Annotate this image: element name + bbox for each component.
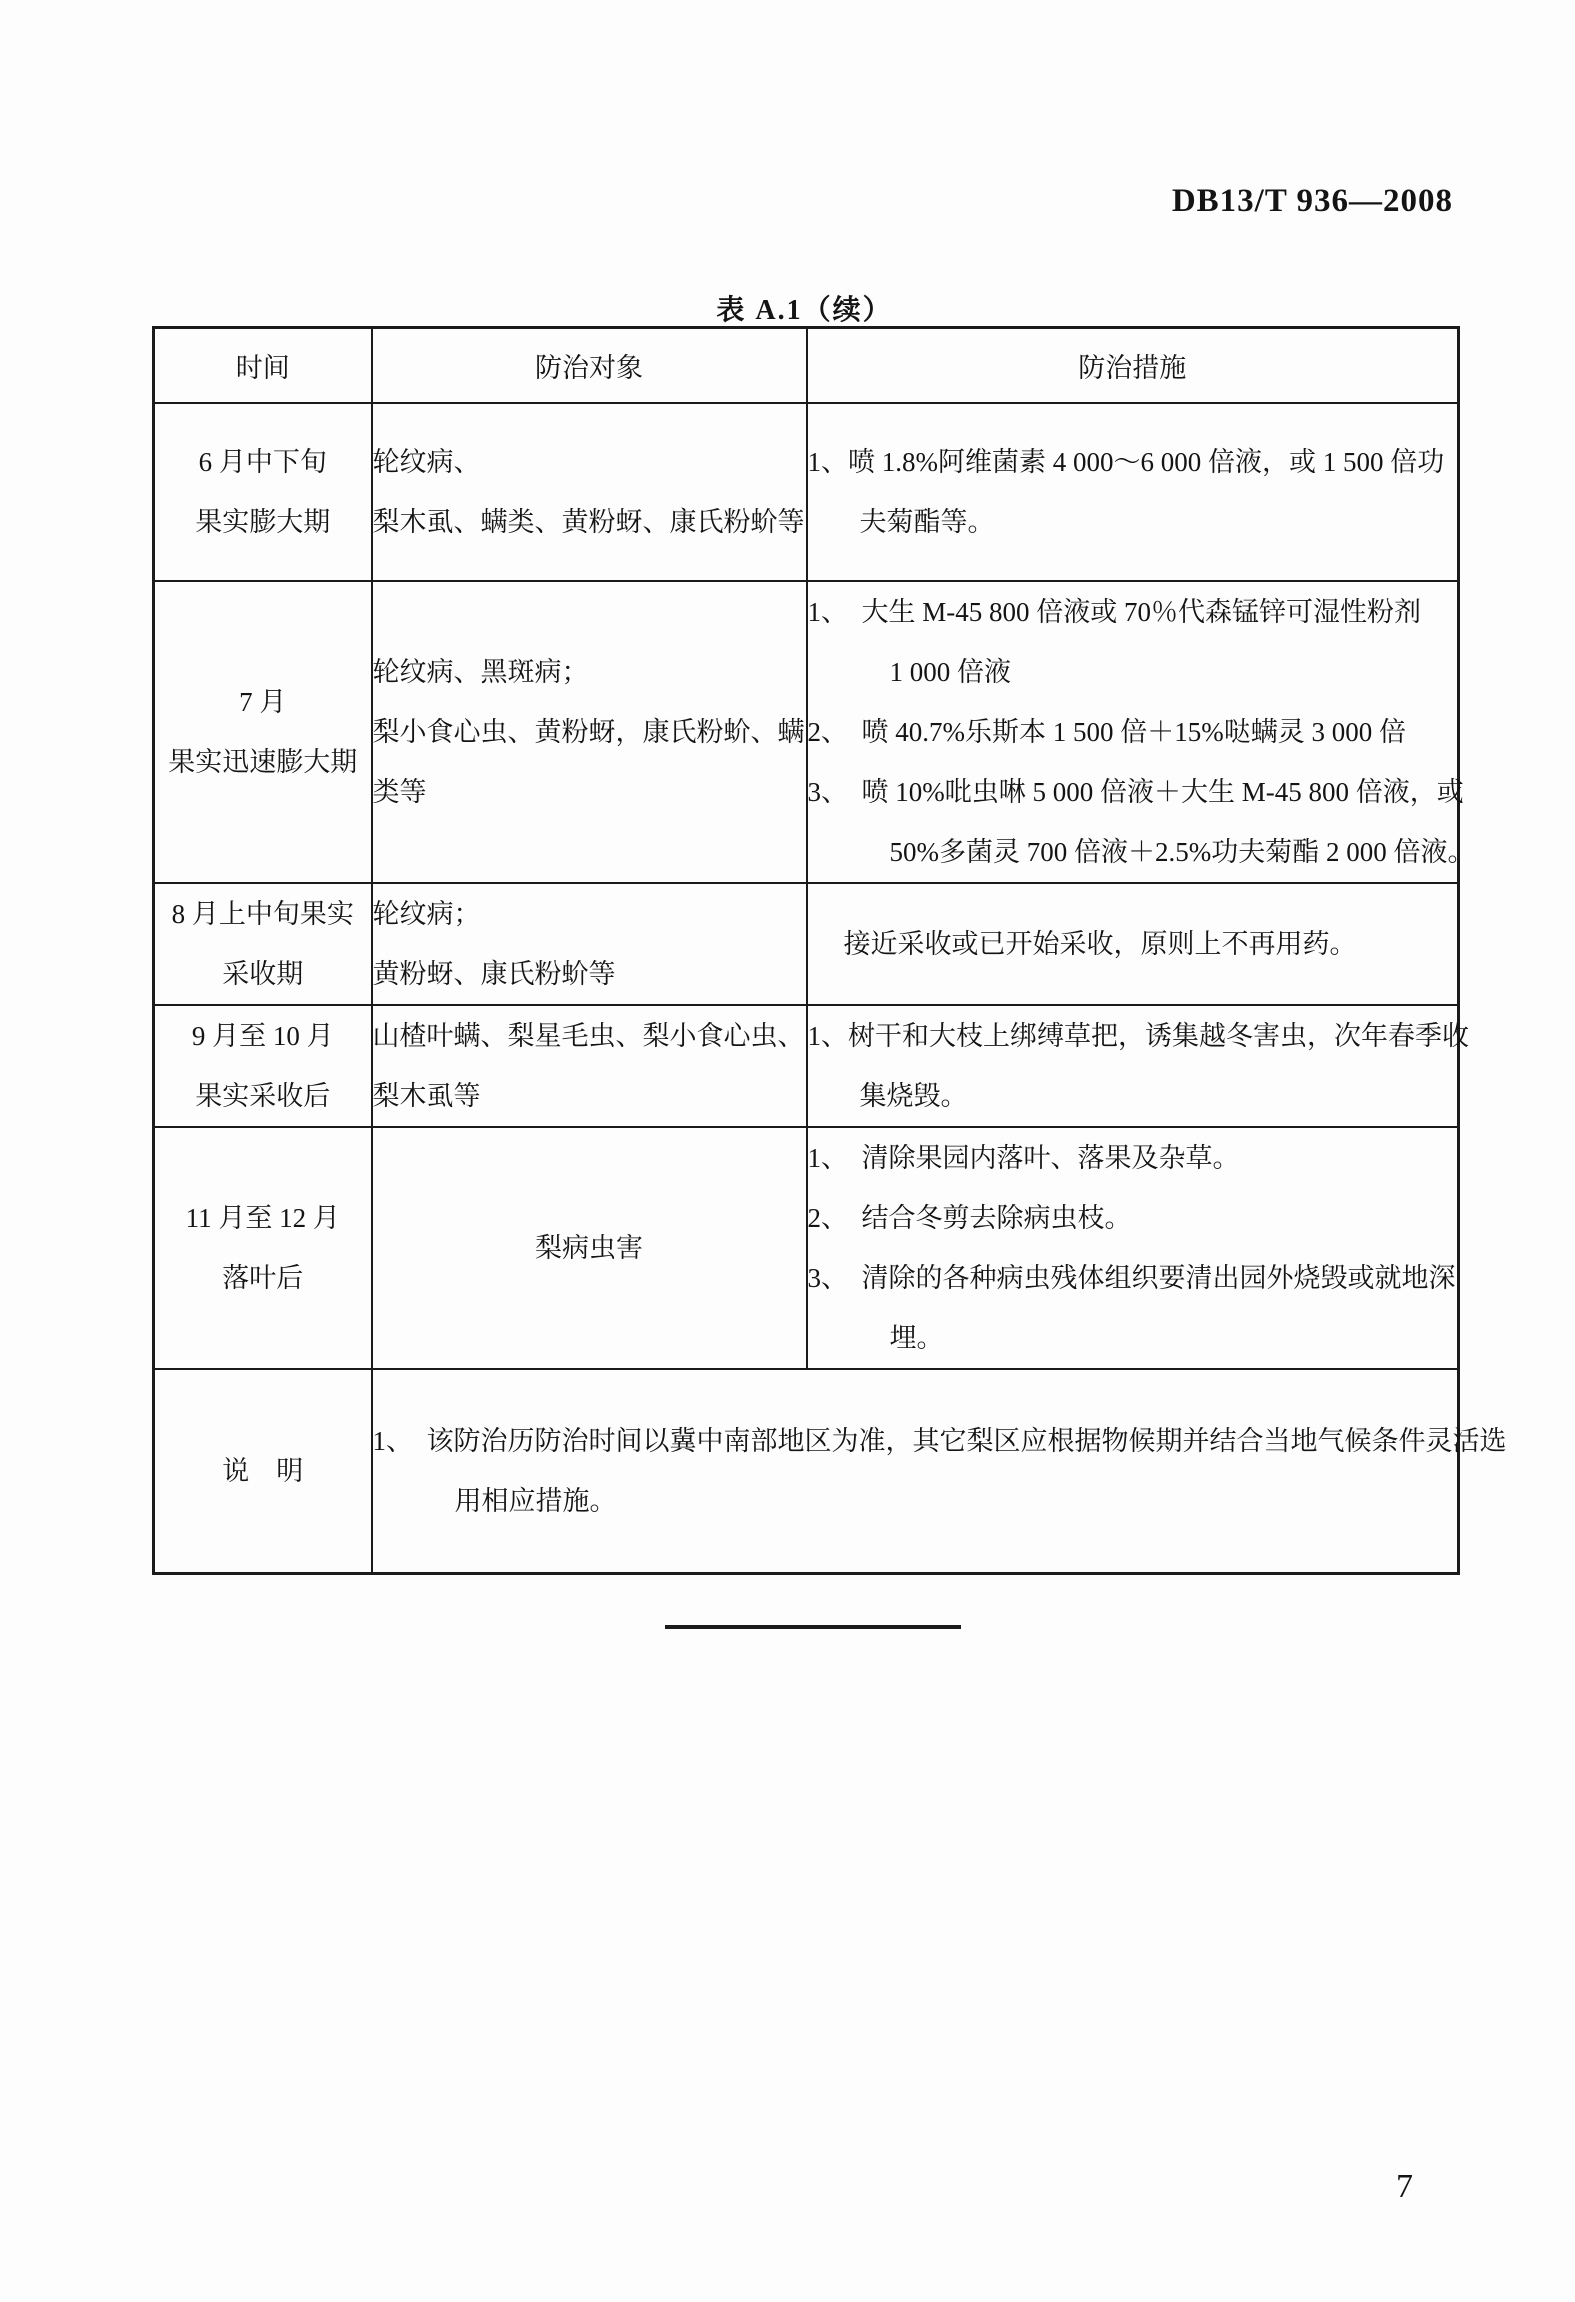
col-header-measures: 防治措施 xyxy=(807,328,1459,403)
cell-line: 梨木虱等 xyxy=(372,1080,481,1111)
cell-line: 果实迅速膨大期 xyxy=(168,746,358,777)
cell-line: 1、树干和大枝上绑缚草把，诱集越冬害虫，次年春季收 xyxy=(807,1020,1469,1051)
cell-line: 1 000 倍液 xyxy=(889,656,1011,687)
cell-line: 果实膨大期 xyxy=(195,506,331,537)
cell-line: 梨小食心虫、黄粉蚜，康氏粉蚧、螨 xyxy=(372,716,805,747)
cell-line: 2、 结合冬剪去除病虫枝。 xyxy=(807,1202,1132,1233)
section-end-rule xyxy=(665,1625,961,1629)
col-header-targets: 防治对象 xyxy=(372,328,807,403)
table-header-row xyxy=(154,328,1459,403)
time-cell xyxy=(154,883,372,1005)
measures-cell xyxy=(807,883,1459,1005)
cell-line: 轮纹病； xyxy=(372,898,481,929)
pest-control-schedule-table xyxy=(152,326,1507,1575)
measures-cell xyxy=(807,403,1459,581)
cell-line: 黄粉蚜、康氏粉蚧等 xyxy=(372,958,616,989)
cell-line: 梨木虱、螨类、黄粉蚜、康氏粉蚧等 xyxy=(372,506,805,537)
cell-line: 埋。 xyxy=(889,1322,944,1353)
standard-code: DB13/T 936—2008 xyxy=(1171,183,1453,219)
table-row-august xyxy=(154,883,1459,1005)
cell-line: 8 月上中旬果实 xyxy=(171,898,354,929)
table-row-nov-dec xyxy=(154,1127,1459,1369)
table-row-july xyxy=(154,581,1459,883)
cell-line: 夫菊酯等。 xyxy=(859,506,995,537)
cell-line: 11 月至 12 月 xyxy=(185,1202,340,1233)
cell-line: 1、 该防治历防治时间以冀中南部地区为准，其它梨区应根据物候期并结合当地气候条件灵活选 xyxy=(372,1425,1507,1456)
targets-cell xyxy=(372,883,807,1005)
cell-line: 2、 喷 40.7%乐斯本 1 500 倍＋15%哒螨灵 3 000 倍 xyxy=(807,716,1406,747)
cell-line: 9 月至 10 月 xyxy=(191,1020,334,1051)
cell-line: 类等 xyxy=(372,776,427,807)
cell-line: 3、 喷 10%吡虫啉 5 000 倍液＋大生 M-45 800 倍液，或 xyxy=(807,776,1464,807)
col-header-time: 时间 xyxy=(154,328,372,403)
cell-line: 梨病虫害 xyxy=(535,1232,643,1263)
time-cell xyxy=(154,581,372,883)
cell-line: 50%多菌灵 700 倍液＋2.5%功夫菊酯 2 000 倍液。 xyxy=(889,836,1475,867)
cell-line: 集烧毁。 xyxy=(859,1080,968,1111)
note-content-cell xyxy=(372,1369,1507,1574)
page-number: 7 xyxy=(1396,2168,1413,2205)
table-row-note xyxy=(154,1369,1459,1574)
targets-cell xyxy=(372,403,807,581)
measures-cell xyxy=(807,581,1475,883)
cell-line: 采收期 xyxy=(222,958,304,989)
cell-line: 落叶后 xyxy=(222,1262,304,1293)
measures-cell xyxy=(807,1127,1459,1369)
cell-line: 3、 清除的各种病虫残体组织要清出园外烧毁或就地深 xyxy=(807,1262,1456,1293)
note-label-cell xyxy=(154,1369,372,1574)
table-row-sept-oct xyxy=(154,1005,1459,1127)
cell-line: 用相应措施。 xyxy=(454,1485,617,1516)
cell-line: 1、喷 1.8%阿维菌素 4 000～6 000 倍液，或 1 500 倍功 xyxy=(807,446,1445,477)
cell-line: 山楂叶螨、梨星毛虫、梨小食心虫、 xyxy=(372,1020,805,1051)
table-title: 表 A.1（续） xyxy=(716,295,893,326)
cell-line: 7 月 xyxy=(239,686,287,717)
measures-cell xyxy=(807,1005,1469,1127)
cell-line: 轮纹病、黑斑病； xyxy=(372,656,589,687)
cell-line: 接近采收或已开始采收，原则上不再用药。 xyxy=(843,928,1357,959)
targets-cell xyxy=(372,1127,807,1369)
time-cell xyxy=(154,1127,372,1369)
table-row-june xyxy=(154,403,1459,581)
cell-line: 1、 清除果园内落叶、落果及杂草。 xyxy=(807,1142,1240,1173)
time-cell xyxy=(154,403,372,581)
cell-line: 轮纹病、 xyxy=(372,446,481,477)
cell-line: 6 月中下旬 xyxy=(198,446,327,477)
time-cell xyxy=(154,1005,372,1127)
cell-line: 说 明 xyxy=(222,1455,304,1486)
cell-line: 1、 大生 M-45 800 倍液或 70％代森锰锌可湿性粉剂 xyxy=(807,596,1421,627)
targets-cell xyxy=(372,581,807,883)
targets-cell xyxy=(372,1005,807,1127)
cell-line: 果实采收后 xyxy=(195,1080,331,1111)
